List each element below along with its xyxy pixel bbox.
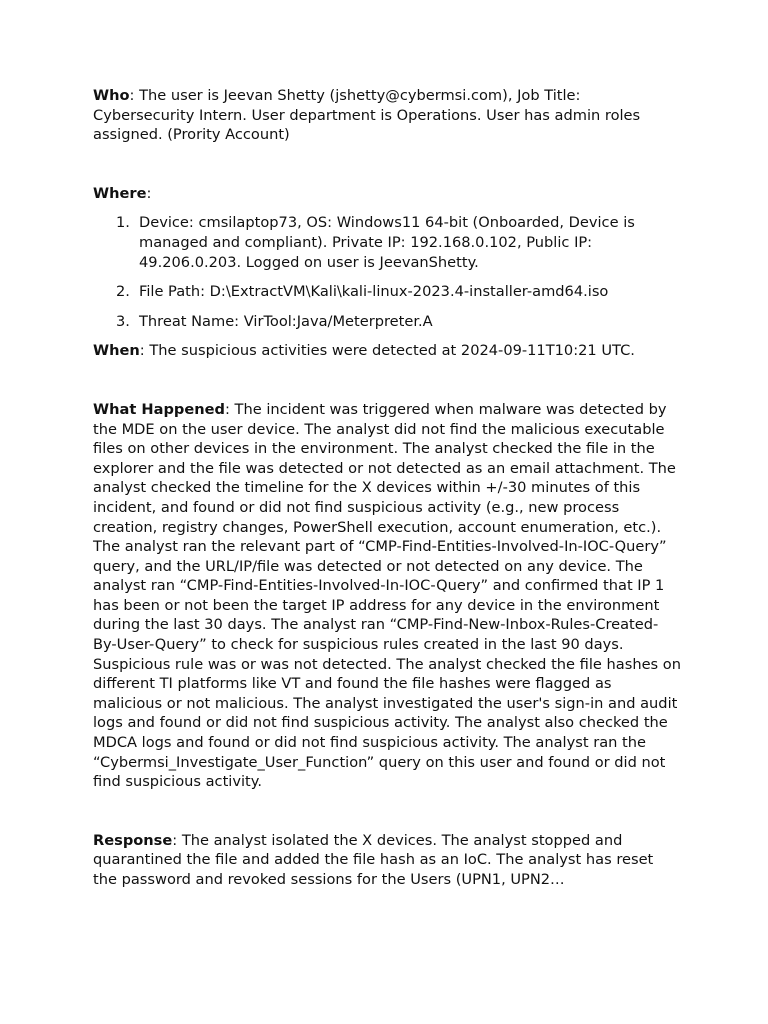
list-item-number: 2. [116, 283, 130, 301]
list-item-number: 1. [116, 214, 130, 232]
list-item [93, 312, 681, 332]
what-happened-text: : The incident was triggered when malware was detected by the MDE on the user device. The analyst did not find the malicious executable files on other devices in the environment. The analyst checked the file in the explorer and the file was detected or not detected as an email attachment. The analyst checked the timeline for the X devices within +/-30 minutes of this incident, and found or did not find suspicious activity (e.g., new process creation, registry changes, PowerShell execution, account enumeration, etc.). The analyst ran the relevant part of “CMP-Find-Entities-Involved-In-IOC-Query” query, and the URL/IP/file was detected or not detected on any device. The analyst ran “CMP-Find-Entities-Involved-In-IOC-Query” and confirmed that IP 1 has been or not been the target IP address for any device in the environment during the last 30 days. The analyst ran “CMP-Find-New-Inbox-Rules-Created-By-User-Query” to check for suspicious rules created in the last 90 days. Suspicious rule was or was not detected. The analyst checked the file hashes on different TI platforms like VT and found the file hashes were flagged as malicious or not malicious. The analyst investigated the user's sign-in and audit logs and found or did not find suspicious activity. The analyst also checked the MDCA logs and found or did not find suspicious activity. The analyst ran the “Cybermsi_Investigate_User_Function” query on this user and found or did not find suspicious activity. [93, 400, 681, 791]
response-label: Response [93, 831, 173, 849]
response-text: : The analyst isolated the X devices. The analyst stopped and quarantined the file and added the file hash as an IoC. The analyst has reset the password and revoked sessions for the Users (UPN1, UPN2… [93, 831, 654, 888]
list-item [93, 213, 681, 272]
when-paragraph [93, 341, 681, 361]
list-item-number: 3. [116, 312, 130, 330]
where-label: Where [93, 184, 147, 202]
who-text: : The user is Jeevan Shetty (jshetty@cybermsi.com), Job Title: Cybersecurity Intern. User department is Operations. User has admin roles assigned. (Prority Account) [93, 87, 641, 144]
where-suffix: : [146, 184, 152, 202]
where-heading [93, 184, 681, 204]
who-label: Who [93, 87, 130, 104]
where-list [93, 213, 681, 331]
what-happened-label: What Happened [93, 400, 225, 418]
list-item-text: Threat Name: VirTool:Java/Meterpreter.A [139, 312, 433, 330]
who-paragraph [93, 86, 681, 145]
list-item [93, 282, 681, 302]
document-body [93, 86, 681, 890]
list-item-text: File Path: D:\ExtractVM\Kali\kali-linux-2023.4-installer-amd64.iso [139, 283, 609, 301]
when-text: : The suspicious activities were detected at 2024-09-11T10:21 UTC. [139, 342, 635, 360]
list-item-text: Device: cmsilaptop73, OS: Windows11 64-bit (Onboarded, Device is managed and compliant). Private IP: 192.168.0.102, Public IP: 49.206.0.203. Logged on user is JeevanShetty. [139, 214, 635, 271]
when-label: When [93, 342, 140, 360]
response-paragraph [93, 831, 681, 890]
what-happened-paragraph [93, 400, 681, 792]
